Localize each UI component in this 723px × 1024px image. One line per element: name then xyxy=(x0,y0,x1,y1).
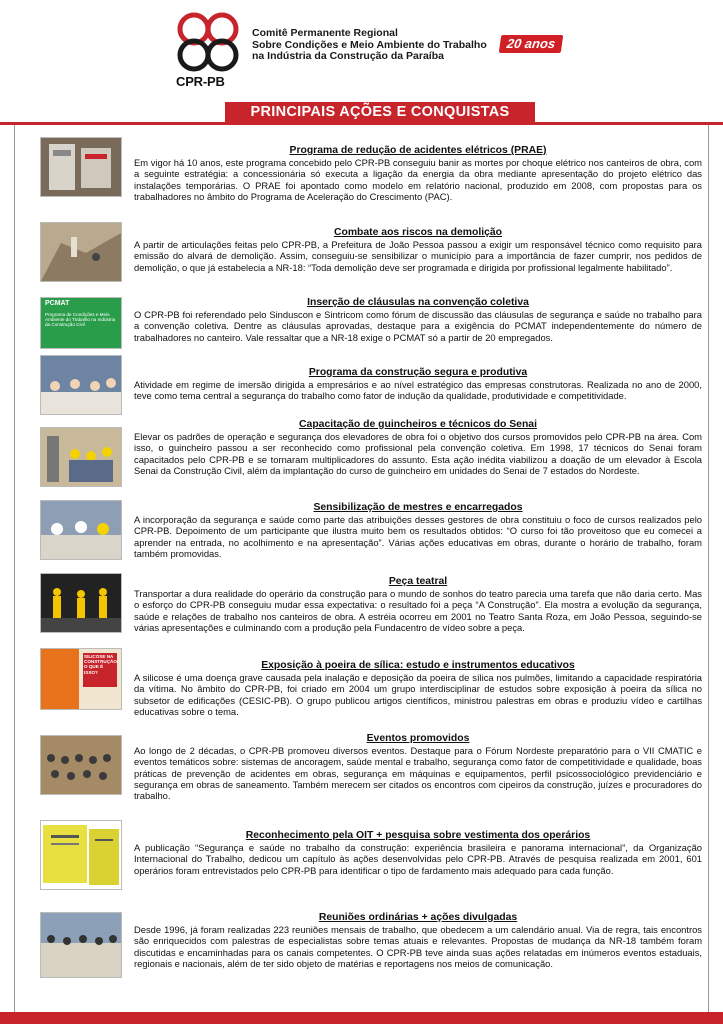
logo-text: CPR-PB xyxy=(176,74,225,89)
section-peca-teatral xyxy=(134,576,702,633)
section-body: A partir de articulações feitas pelo CPR-PB, a Prefeitura de João Pessoa passou a exigir um responsável técnico como requisito para emissão do alvará de demolição. Assim, conseguiu-se sensibilizar o município para a importância de fazer cumprir, nos pedidos de demolição, o que já estabelecia a NR-18: “Toda demolição deve ser programada e dirigida por profissional legalmente habilitado”. xyxy=(134,239,702,273)
section-title: Sensibilização de mestres e encarregados xyxy=(313,502,523,513)
section-body: O CPR-PB foi referendado pelo Sinduscon e Sintricom como fórum de discussão das cláusulas de segurança e saúde no trabalho para a convenção coletiva. Dentre as cláusulas aprovadas, destaque para a exigência do PCMAT independentemente do número de trabalhadores no canteiro. Vale ressaltar que a NR-18 exige o PCMAT só a partir de 20 empregados. xyxy=(134,309,702,343)
section-body: Ao longo de 2 décadas, o CPR-PB promoveu diversos eventos. Destaque para o Fórum Nordeste preparatório para o VII CMATIC e eventos temáticos sobre: sistemas de ancoragem, saúde mental e trabalho, segurança como fator de competitividade e qualidade, boas práticas de prevenção de acidentes em obras, segurança em máquinas e equipamentos, perfil psicossociológico previdenciário e segurança em obras de saneamento. Também merecem ser citados os encontros com cipeiros da construção, juízes e procuradores do trabalho. xyxy=(134,745,702,802)
section-title: Combate aos riscos na demolição xyxy=(333,227,503,238)
section-mestres xyxy=(134,502,702,559)
section-convencao xyxy=(134,297,702,343)
section-body: Atividade em regime de imersão dirigida a empresários e ao nível estratégico das empresas construtoras. Realizada no ano de 2000, teve como tema central a segurança do trabalho como fator de indução da qualidade, produtividade e competitividade. xyxy=(134,379,702,402)
section-body: Desde 1996, já foram realizadas 223 reuniões mensais de trabalho, que obedecem a um calendário anual. Via de regra, tais encontros são enriquecidos com palestras de especialistas sobre temas atuais e relevantes. Propostas de mudança da NR-18 também foram discutidas e encaminhadas para os canais competentes. O CPR-PB teve ainda suas ações relatadas em inúmeros eventos estaduais, regionais e nacionais, além de ter sido objeto de matérias e reportagens nos meios de comunicação. xyxy=(134,924,702,969)
meeting-photo xyxy=(40,355,122,415)
section-body: A incorporação da segurança e saúde como parte das atribuições desses gestores de obra constituiu o foco de cursos realizados pelo CPR-PB. Depoimento de um participante que ilustra muito bem os resultados obtidos: “O curso foi tão proveitoso que eu comecei a aprender na entrada, no acolhimento e na apresentação”. Várias ações educativas em obras, durante o horário de trabalho, foram também promovidas. xyxy=(134,514,702,559)
org-line-1: Comitê Permanente Regional xyxy=(252,27,398,39)
org-line-3: na Indústria da Construção da Paraíba xyxy=(252,50,444,62)
section-body: Elevar os padrões de operação e segurança dos elevadores de obra foi o objetivo dos cursos promovidos pelo CPR-PB na área. Com isso, o guincheiro passou a ser reconhecido como profissional pela convenção coletiva. Em 1998, 17 técnicos do Senai foram capacitados pelo CPR-PB e se tornaram multiplicadores do assunto. Esta ação inédita viabilizou a doação de um elevador à Escola Senai da Construção Civil, além da implantação do curso de guincheiro em unidades do Senai de 7 estados do Nordeste. xyxy=(134,431,702,476)
section-demolicao xyxy=(134,227,702,273)
event-audience-photo xyxy=(40,735,122,795)
header xyxy=(0,0,723,100)
pcmat-subtitle: Programa de Condições e Meio Ambiente do Trabalho na Indústria da Construção Civil xyxy=(45,312,116,328)
section-title: Programa da construção segura e produtiva xyxy=(308,367,528,378)
silica-booklet-title: SILICOSE NA CONSTRUÇÃO, O QUE É ISSO? xyxy=(83,653,117,687)
silica-booklet-image xyxy=(40,648,122,710)
section-body: Transportar a dura realidade do operário da construção para o mundo de sonhos do teatro parecia uma tarefa que não daria certo. Mas o esforço do CPR-PB conseguiu mudar essa expectativa: o resultado foi a peça “A Construção”. Ela mostra a evolução da segurança, saúde e relações de trabalho nos canteiros de obra. A estréia ocorreu em 2001 no Teatro Santa Roza, em João Pessoa, seguindo-se várias apresentações e culminando com a produção pela Fundacentro de vídeo sobre a peça. xyxy=(134,588,702,633)
section-title: Reuniões ordinárias + ações divulgadas xyxy=(318,912,518,923)
section-title: Programa de redução de acidentes elétricos (PRAE) xyxy=(289,145,547,156)
section-guincheiros xyxy=(134,419,702,476)
section-silica xyxy=(134,660,702,717)
page-title: PRINCIPAIS AÇÕES E CONQUISTAS xyxy=(225,102,535,122)
pcmat-booklet-image xyxy=(40,297,122,349)
section-title: Peça teatral xyxy=(388,576,448,587)
meetings-photo xyxy=(40,912,122,978)
workers-training-photo xyxy=(40,500,122,560)
section-body: A silicose é uma doença grave causada pela inalação e deposição da poeira de sílica nos pulmões, limitando a capacidade respiratória da vítima. No âmbito do CPR-PB, foi criado em 2004 um grupo interdisciplinar de estudos sobre exposição à poeira da sílica no subsetor de edificações (CESIC-PB). O grupo publicou artigos científicos, ministrou palestras em obras e produziu vídeo e cartilhas educativas sobre o tema. xyxy=(134,672,702,717)
section-prae xyxy=(134,145,702,202)
section-body: Em vigor há 10 anos, este programa concebido pelo CPR-PB conseguiu banir as mortes por choque elétrico nos canteiros de obra, com a seguinte estratégia: a concessionária só executa a ligação da energia da obra mediante apresentação do projeto elétrico das instalações temporárias. O PRAE foi apontado como modelo em relatório nacional, produzido em 2008, com propostas para os trabalhadores no âmbito do Programa de Aceleração do Crescimento (PAC). xyxy=(134,157,702,202)
section-oit xyxy=(134,830,702,876)
hoist-training-photo xyxy=(40,427,122,487)
demolition-photo xyxy=(40,222,122,282)
section-construcao-segura xyxy=(134,367,702,402)
anniversary-badge: 20 anos xyxy=(499,35,564,53)
pcmat-title: PCMAT xyxy=(45,300,70,307)
section-title: Inserção de cláusulas na convenção coletiva xyxy=(307,297,529,308)
section-title: Reconhecimento pela OIT + pesquisa sobre vestimenta dos operários xyxy=(245,830,591,841)
theater-play-photo xyxy=(40,573,122,633)
org-line-2: Sobre Condições e Meio Ambiente do Trabalho xyxy=(252,38,487,51)
title-divider xyxy=(0,122,723,125)
section-reunioes xyxy=(134,912,702,969)
section-title: Eventos promovidos xyxy=(366,733,470,744)
right-rule xyxy=(708,125,709,1012)
section-title: Exposição à poeira de sílica: estudo e instrumentos educativos xyxy=(261,660,575,671)
section-eventos xyxy=(134,733,702,801)
footer-bar xyxy=(0,1012,723,1024)
oit-publication-image xyxy=(40,820,122,890)
section-title: Capacitação de guincheiros e técnicos do Senai xyxy=(299,419,537,430)
left-rule xyxy=(14,125,15,1012)
section-body: A publicação “Segurança e saúde no trabalho da construção: experiência brasileira e panorama internacional”, da Organização Internacional do Trabalho, dedicou um capítulo às ações desenvolvidas pelo CPR-PB. Através de pesquisa realizada em 2001, 601 operários foram entrevistados pelo CPR-PB para identificar o tipo de fardamento mais adequado para cada função. xyxy=(134,842,702,876)
organization-name xyxy=(252,28,512,63)
electrical-panel-photo xyxy=(40,137,122,197)
